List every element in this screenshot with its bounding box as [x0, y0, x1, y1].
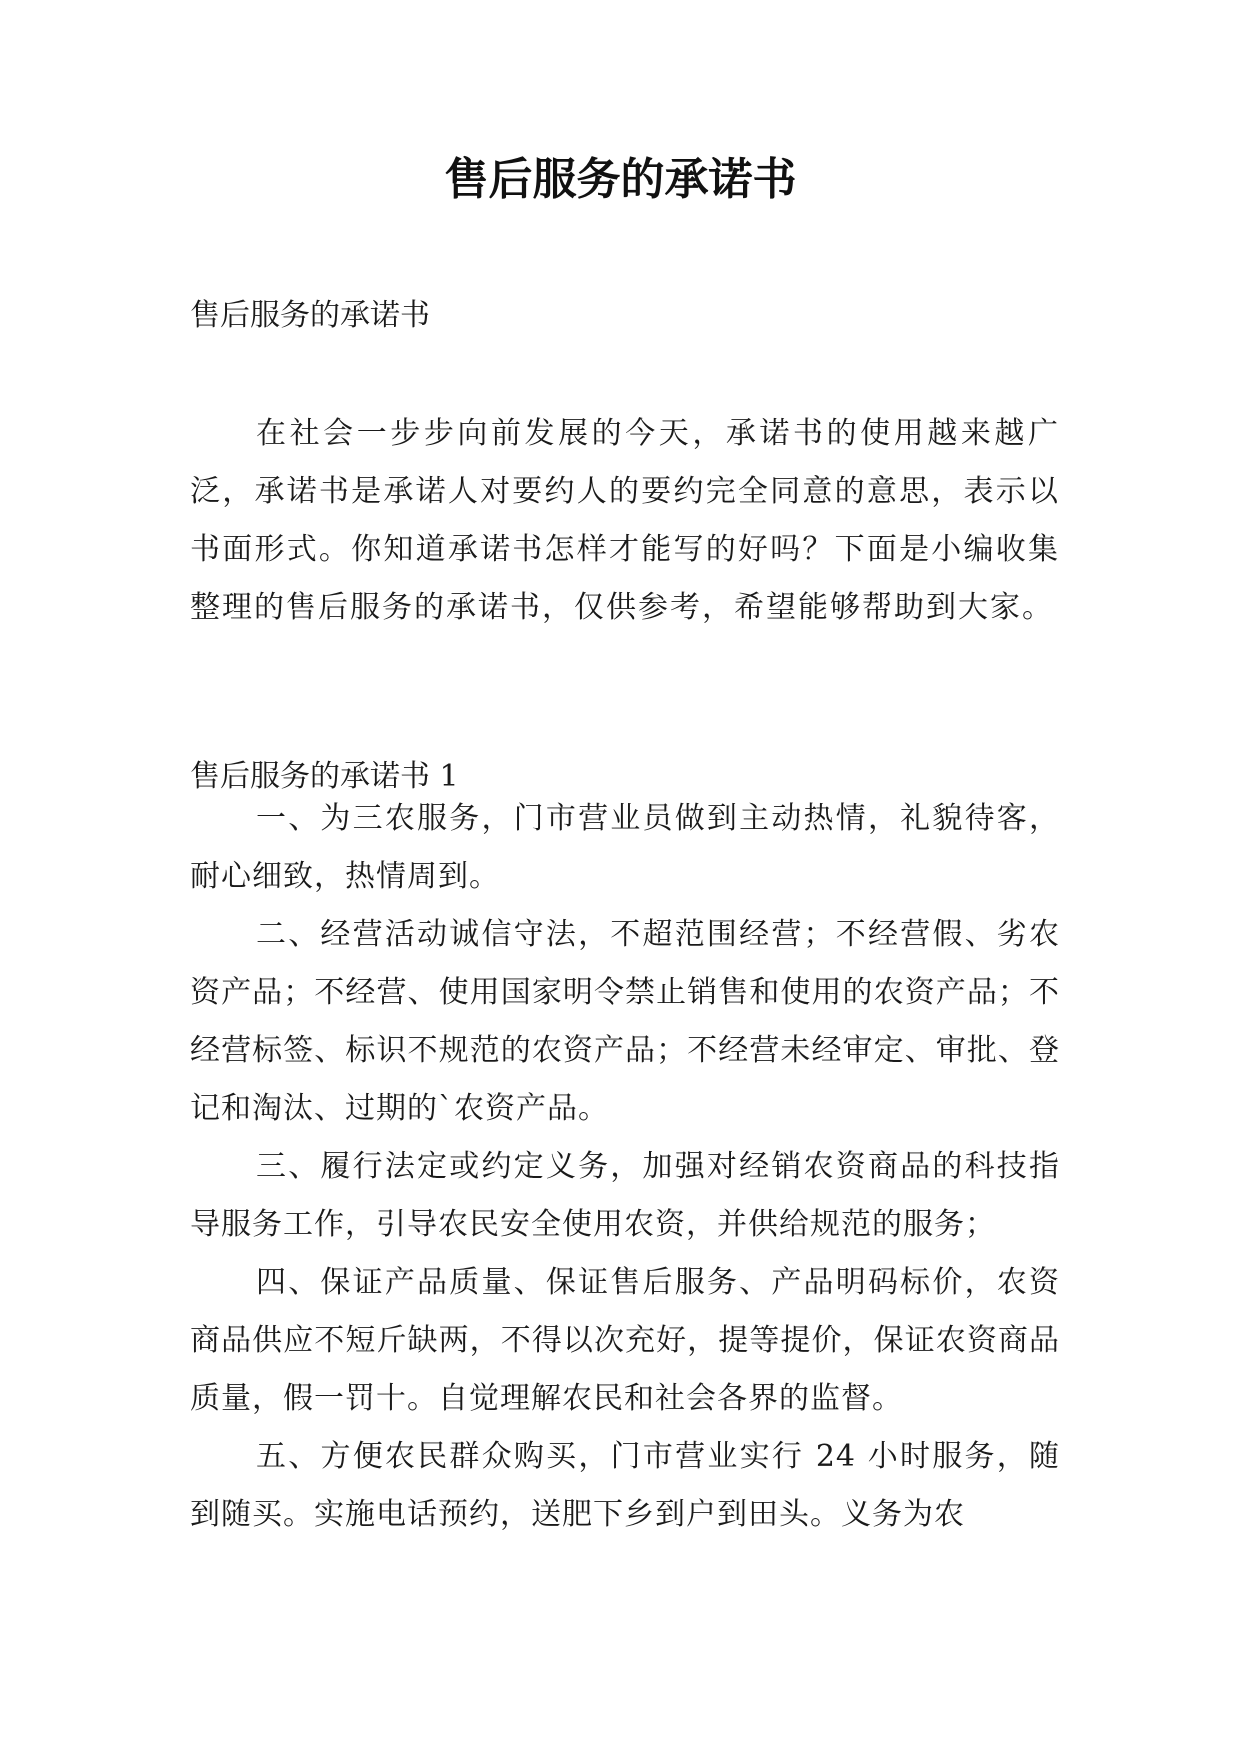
commitment-item: 五、方便农民群众购买，门市营业实行 24 小时服务，随到随买。实施电话预约，送肥下乡到户到田头。义务为农 [190, 1439, 1060, 1532]
intro-paragraph: 在社会一步步向前发展的今天，承诺书的使用越来越广泛，承诺书是承诺人对要约人的要约完全同意的意思，表示以书面形式。你知道承诺书怎样才能写的好吗？下面是小编收集整理的售后服务的承诺书，仅供参考，希望能够帮助到大家。 [190, 416, 1060, 625]
document-subtitle: 售后服务的承诺书 [190, 298, 430, 333]
document-title: 售后服务的承诺书 [444, 154, 797, 205]
section-heading: 售后服务的承诺书 1 [190, 759, 459, 794]
commitment-item: 二、经营活动诚信守法，不超范围经营；不经营假、劣农资产品；不经营、使用国家明令禁止销售和使用的农资产品；不经营标签、标识不规范的农资产品；不经营未经审定、审批、登记和淘汰、过期的`农资产品。 [190, 917, 1060, 1126]
commitment-item: 一、为三农服务，门市营业员做到主动热情，礼貌待客，耐心细致，热情周到。 [190, 801, 1060, 894]
commitment-list [190, 790, 1060, 1544]
commitment-item: 四、保证产品质量、保证售后服务、产品明码标价，农资商品供应不短斤缺两，不得以次充好，提等提价，保证农资商品质量，假一罚十。自觉理解农民和社会各界的监督。 [190, 1265, 1060, 1416]
commitment-item: 三、履行法定或约定义务，加强对经销农资商品的科技指导服务工作，引导农民安全使用农资，并供给规范的服务； [190, 1149, 1060, 1242]
